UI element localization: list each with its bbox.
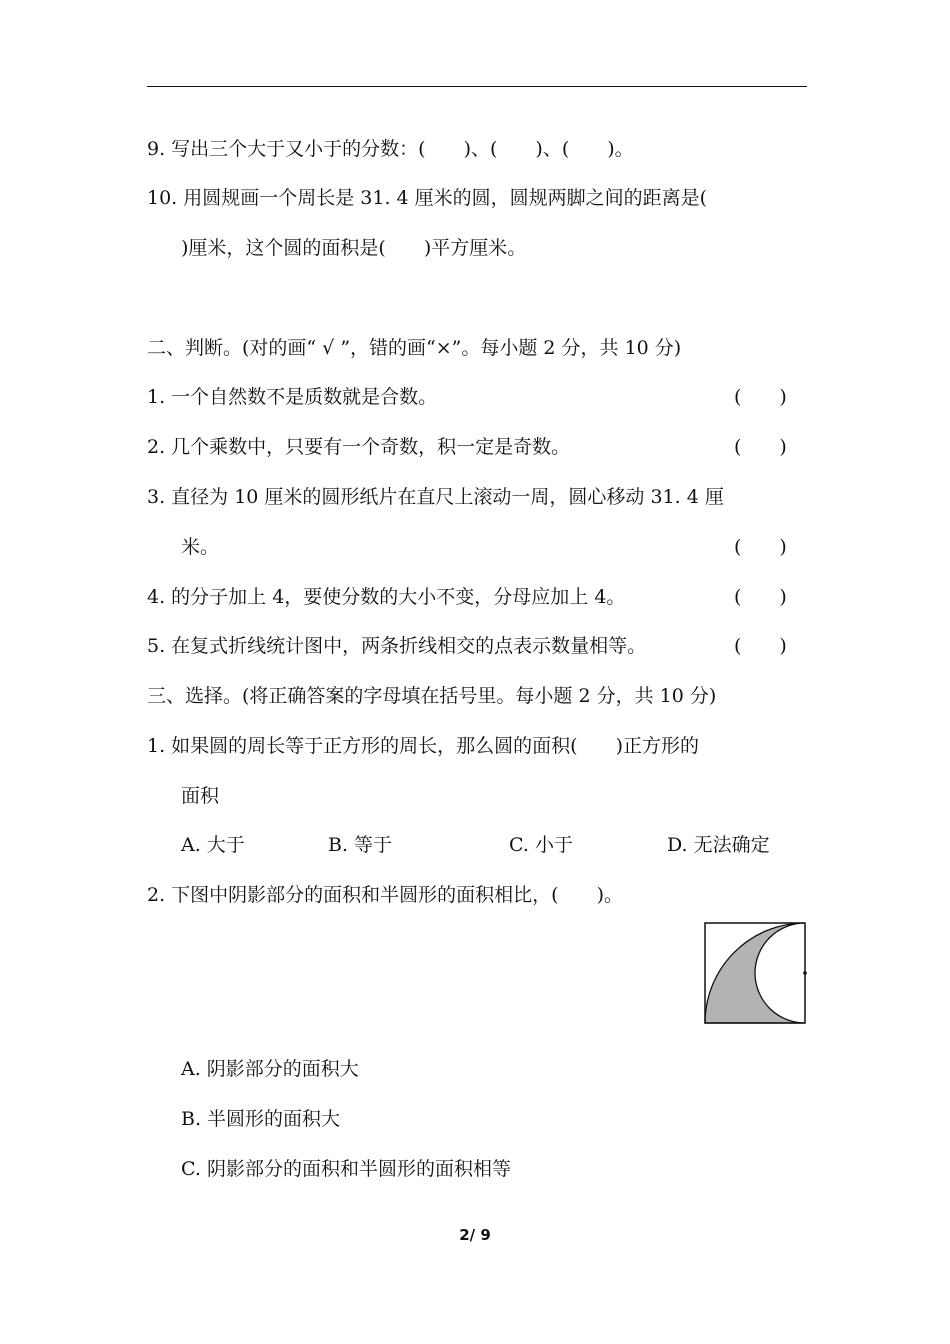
choice-q2-option-c: C. 阴影部分的面积和半圆形的面积相等	[181, 1158, 511, 1180]
choice-q1-option-b: B. 等于	[328, 834, 393, 856]
choice-q1-option-c: C. 小于	[509, 834, 573, 856]
choice-q1-option-d: D. 无法确定	[667, 834, 770, 856]
judge-item-4: 4. 的分子加上 4，要使分数的大小不变，分母应加上 4。	[147, 586, 626, 608]
choice-q2-option-a: A. 阴影部分的面积大	[181, 1058, 359, 1080]
shaded-region	[705, 923, 805, 1023]
judge-answer-blank-5: ( )	[734, 635, 787, 657]
judge-section-heading: 二、判断。(对的画“ √ ”，错的画“×”。每小题 2 分，共 10 分)	[147, 337, 682, 359]
choice-q1-option-a: A. 大于	[181, 834, 245, 856]
semicircle-center-dot	[803, 971, 807, 975]
judge-answer-blank-1: ( )	[734, 386, 787, 408]
choice-q2-option-b: B. 半圆形的面积大	[181, 1108, 341, 1130]
choice-question-2-stem: 2. 下图中阴影部分的面积和半圆形的面积相比，( )。	[147, 884, 623, 906]
choice-question-1-line-1: 1. 如果圆的周长等于正方形的周长，那么圆的面积( )正方形的	[147, 735, 699, 757]
shaded-area-figure	[702, 920, 808, 1026]
judge-answer-blank-2: ( )	[734, 436, 787, 458]
page-number: 2/ 9	[459, 1226, 491, 1244]
choice-section-heading: 三、选择。(将正确答案的字母填在括号里。每小题 2 分，共 10 分)	[147, 685, 717, 707]
choice-question-1-line-2: 面积	[181, 785, 220, 807]
question-9: 9. 写出三个大于又小于的分数：( )、( )、( )。	[147, 138, 634, 160]
judge-answer-blank-4: ( )	[734, 586, 787, 608]
judge-item-2: 2. 几个乘数中，只要有一个奇数，积一定是奇数。	[147, 436, 571, 458]
judge-answer-blank-3: ( )	[734, 536, 787, 558]
judge-item-1: 1. 一个自然数不是质数就是合数。	[147, 386, 438, 408]
question-10-line-1: 10. 用圆规画一个周长是 31. 4 厘米的圆，圆规两脚之间的距离是(	[147, 187, 708, 209]
judge-item-3-line-2: 米。	[181, 536, 220, 558]
judge-item-3-line-1: 3. 直径为 10 厘米的圆形纸片在直尺上滚动一周，圆心移动 31. 4 厘	[147, 486, 724, 508]
judge-item-5: 5. 在复式折线统计图中，两条折线相交的点表示数量相等。	[147, 635, 647, 657]
header-rule	[147, 86, 807, 87]
question-10-line-2: )厘米，这个圆的面积是( )平方厘米。	[181, 237, 527, 259]
